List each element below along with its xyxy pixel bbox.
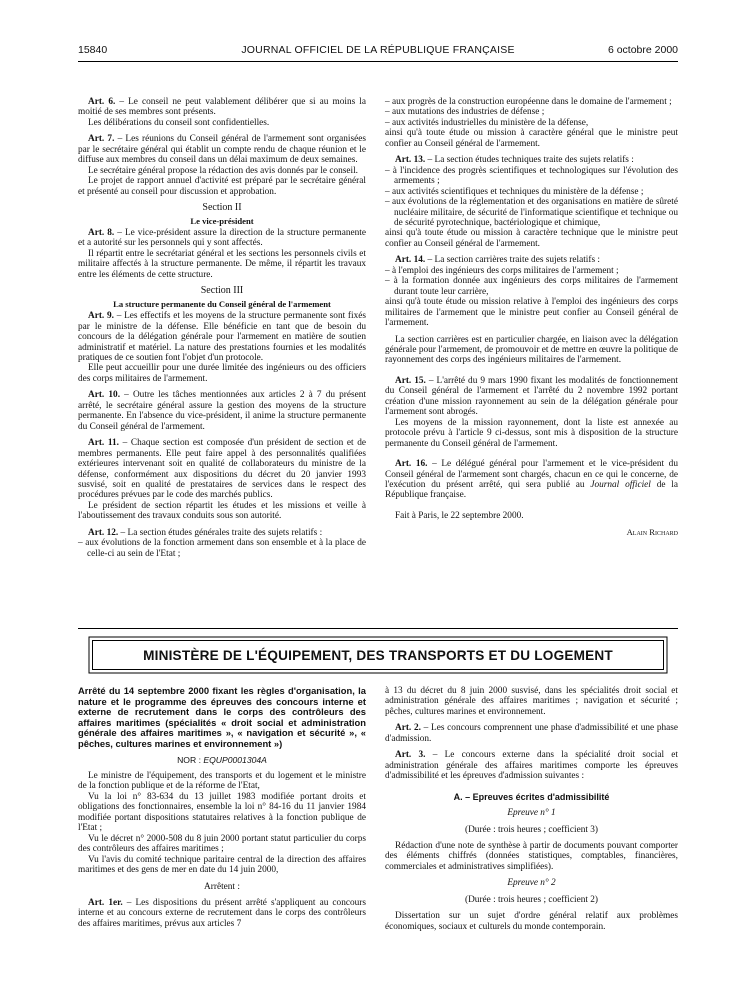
paragraph: ainsi qu'à toute étude ou mission à caractère général que le ministre peut confier au Conseil général de l'armement.	[385, 128, 678, 149]
paragraph: Rédaction d'une note de synthèse à partir de documents pouvant comporter des éléments chiffrés (données statistiques, comptables, financières, commerciales et administratives simplifiées).	[385, 840, 678, 872]
nor-label: NOR :	[177, 754, 204, 765]
list-item: – à l'emploi des ingénieurs des corps militaires de l'armement ;	[385, 265, 619, 276]
nor-reference	[78, 755, 366, 765]
article-text: – Outre les tâches mentionnées aux articles 2 à 7 du présent arrêté, le secrétaire général assure la gestion des moyens de la structure permanente. En l'absence du vice-président, il anime la structure permanente du Conseil général de l'armement.	[78, 390, 366, 432]
paragraph: Vu l'avis du comité technique paritaire central de la direction des affaires maritimes et des gens de mer en date du 14 juin 2000,	[78, 854, 366, 876]
paragraph: Le ministre de l'équipement, des transports et du logement et le ministre de la fonction publique et de la réforme de l'Etat,	[78, 771, 366, 792]
article-label: Art. 13.	[395, 155, 426, 166]
paragraph: Vu la loi n° 83-634 du 13 juillet 1983 modifiée portant droits et obligations des fonctionnaires, ensemble la loi n° 84-16 du 11 janvier 1984 modifiée portant dispositions statutaires relatives à la fonction publique de l'Etat ;	[78, 791, 366, 834]
issue-date: 6 octobre 2000	[607, 44, 678, 56]
paragraph: La section carrières est en particulier chargée, en liaison avec la délégation générale pour l'armement, de promouvoir et de mettre en œuvre la politique de rayonnement des corps des ingénieurs militaires de l'armement.	[385, 334, 678, 366]
article-label: Art. 12.	[88, 527, 119, 538]
section-heading: Section III	[200, 285, 244, 297]
paragraph: Les délibérations du conseil sont confidentielles.	[88, 117, 270, 128]
journal-title: JOURNAL OFFICIEL DE LA RÉPUBLIQUE FRANÇAISE	[241, 44, 515, 56]
article-text: – Le délégué général pour l'armement et le vice-président du Conseil général de l'armement sont chargés, chacun en ce qui le concerne, de l'exécution du présent arrêté, qui sera publié au	[385, 459, 678, 490]
ministry-banner: MINISTÈRE DE L'ÉQUIPEMENT, DES TRANSPORTS ET DU LOGEMENT	[92, 640, 664, 670]
paragraph: Elle peut accueillir pour une durée limitée des ingénieurs ou des officiers des corps militaires de l'armement.	[78, 363, 366, 384]
page-number: 15840	[78, 44, 108, 56]
list-item: – aux évolutions de la fonction armement dans son ensemble et à la place de celle-ci au sein de l'Etat ;	[78, 538, 366, 559]
paragraph: Dissertation sur un sujet d'ordre général relatif aux problèmes économiques, sociaux et culturels du monde contemporain.	[385, 911, 678, 932]
list-item: – aux activités industrielles du ministère de la défense,	[385, 117, 589, 128]
page-header	[78, 44, 678, 58]
article-text: – Le vice-président assure la direction de la structure permanente et a autorité sur les personnels qui y sont affectés.	[78, 227, 366, 249]
left-column-top	[78, 97, 366, 559]
list-item: – aux progrès de la construction européenne dans le domaine de l'armement ;	[385, 97, 672, 107]
paragraph: Les moyens de la mission rayonnement, dont la liste est annexée au protocole prévu à l'article 9 ci-dessus, sont mis à disposition de la structure permanente du Conseil général de l'armement.	[385, 417, 678, 449]
paragraph: Il répartit entre le secrétariat général et les sections les personnels civils et militaire affectés à la structure permanente. De même, il répartit les travaux entre les éléments de cette structure.	[78, 248, 366, 280]
article-label: Art. 16.	[395, 459, 428, 470]
exam-meta: (Durée : trois heures ; coefficient 2)	[464, 894, 599, 905]
article-label: Art. 11.	[88, 438, 119, 449]
article-text: – Les dispositions du présent arrêté s'appliquent au concours interne et au concours externe de recrutement dans le corps des contrôleurs des affaires maritimes, prévus aux articles 7	[78, 898, 366, 929]
article-label: Art. 14.	[395, 255, 426, 266]
article-text: – La section études techniques traite des sujets relatifs :	[425, 155, 634, 166]
journal-reference: Journal officiel	[590, 479, 651, 490]
section-subtitle: La structure permanente du Conseil général de l'armement	[113, 298, 331, 309]
exam-title: Epreuve n° 1	[507, 808, 556, 819]
list-item: – à l'incidence des progrès scientifiques et technologiques sur l'évolution des armements ;	[385, 165, 678, 187]
paragraph: ainsi qu'à toute étude ou mission relative à l'emploi des ingénieurs des corps militaires de l'armement que le ministre peut confier au Conseil général de l'armement.	[385, 297, 678, 329]
article-label: Art. 1er.	[88, 898, 123, 908]
exam-meta: (Durée : trois heures ; coefficient 3)	[464, 824, 599, 835]
article-text: – La section études générales traite des sujets relatifs :	[118, 527, 323, 538]
decree-title: Arrêté du 14 septembre 2000 fixant les règles d'organisation, la nature et le programme des épreuves des concours interne et externe de recrutement dans le corps des contrôleurs des affaires maritimes (spécialités « droit social et administration générale des affaires maritimes », « navigation et sécurité », « pêches, cultures marines et environnement »)	[78, 685, 366, 749]
paragraph: Le président de section répartit les études et les missions et veille à l'aboutissement des travaux conduits sous son autorité.	[78, 500, 366, 522]
article-label: Art. 7.	[88, 134, 115, 145]
article-label: Art. 2.	[395, 723, 421, 734]
paragraph: Le secrétaire général propose la rédaction des avis donnés par le conseil.	[88, 165, 359, 176]
subsection-heading: A. – Epreuves écrites d'admissibilité	[453, 791, 610, 802]
article-label: Art. 15.	[395, 375, 426, 386]
arretent-heading: Arrêtent :	[204, 881, 240, 892]
article-text: – Les effectifs et les moyens de la structure permanente sont fixés par le ministre de la défense. Elle bénéficie en tant que de besoin du concours de la délégation générale pour l'armement en matière de soutien administratif et matériel. La nature des prestations fournies et les modalités pratiques de ce soutien font l'objet d'un protocole.	[78, 311, 366, 363]
header-rule	[78, 61, 678, 62]
section-subtitle: Le vice-président	[190, 215, 254, 226]
article-text: – L'arrêté du 9 mars 1990 fixant les modalités de fonctionnement du Conseil général de l'armement et l'arrêté du 2 novembre 1992 portant création d'une mission rayonnement au sein de la délégation générale pour l'armement sont abrogés.	[385, 375, 678, 418]
right-column-bottom	[385, 686, 678, 932]
paragraph: Le projet de rapport annuel d'activité est préparé par le secrétaire général et présenté au conseil pour discussion et approbation.	[78, 176, 366, 197]
list-item: – aux mutations des industries de défense ;	[385, 107, 545, 118]
article-label: Art. 9.	[88, 311, 114, 322]
paragraph: à 13 du décret du 8 juin 2000 susvisé, dans les spécialités droit social et administration générale des affaires maritimes ; navigation et sécurité ; pêches, cultures marines et environnement.	[385, 686, 678, 717]
article-text: – Les réunions du Conseil général de l'armement sont organisées par le secrétaire général qui établit un compte rendu de chaque réunion et le diffuse aux membres du conseil dans un délai maximum de deux semaines.	[78, 134, 366, 166]
article-text: – Le concours externe dans la spécialité droit social et administration générale des affaires maritimes comporte les épreuves d'admissibilité et les épreuves d'admission suivantes :	[385, 750, 678, 782]
list-item: – à la formation donnée aux ingénieurs des corps militaires de l'armement durant toute leur carrière,	[385, 276, 678, 297]
nor-code: EQUP0001304A	[203, 754, 267, 765]
list-item: – aux évolutions de la réglementation et des organisations en matière de sûreté nucléaire militaire, de sécurité de l'informatique scientifique et technique ou de sécurité pyrotechnique, bactériologique et chimique,	[385, 197, 678, 228]
signing-place-date: Fait à Paris, le 22 septembre 2000.	[395, 510, 524, 521]
section-divider	[78, 628, 678, 629]
right-column-top	[385, 97, 678, 538]
list-item: – aux activités scientifiques et techniques du ministère de la défense ;	[385, 186, 644, 197]
article-text: – La section carrières traite des sujets relatifs :	[425, 255, 600, 266]
paragraph: Vu le décret n° 2000-508 du 8 juin 2000 portant statut particulier du corps des contrôleurs des affaires maritimes ;	[78, 833, 366, 855]
article-label: Art. 10.	[88, 390, 121, 401]
article-label: Art. 6.	[88, 97, 116, 107]
article-text: – Chaque section est composée d'un président de section et de membres permanents. Elle peut faire appel à des personnalités qualifiées extérieures intervenant soit en qualité de collaborateurs du ministre de la défense, conformément aux dispositions du décret du 20 janvier 1993 susvisé, soit en qualité de prestataires de services dans le respect des procédures prévues par le code des marchés publics.	[78, 438, 366, 501]
paragraph: ainsi qu'à toute étude ou mission à caractère technique que le ministre peut confier au Conseil général de l'armement.	[385, 228, 678, 249]
section-heading: Section II	[202, 202, 242, 214]
article-text: – Le conseil ne peut valablement délibérer que si au moins la moitié de ses membres sont présents.	[78, 97, 367, 118]
article-text: de la République française.	[385, 479, 678, 501]
article-label: Art. 3.	[395, 750, 426, 761]
exam-title: Epreuve n° 2	[507, 878, 556, 889]
signature-name: Alain Richard	[626, 527, 678, 538]
left-column-bottom	[78, 686, 366, 929]
article-text: – Les concours comprennent une phase d'admissibilité et une phase d'admission.	[385, 723, 678, 744]
article-label: Art. 8.	[88, 227, 115, 238]
